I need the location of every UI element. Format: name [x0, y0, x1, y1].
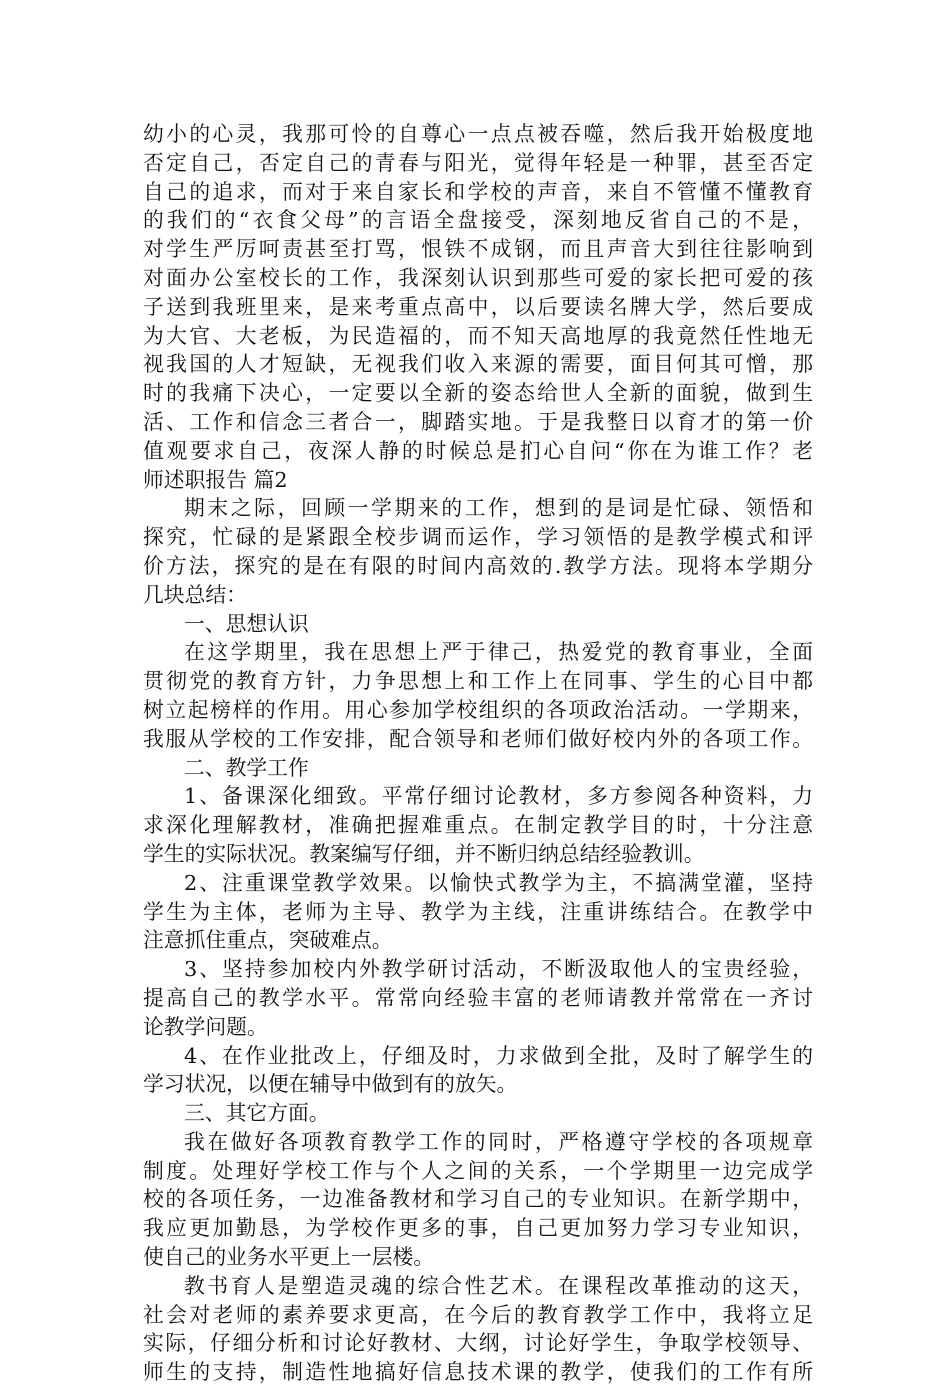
text-line: 学习状况，以便在辅导中做到有的放矢。 — [143, 1072, 518, 1097]
text-line: 几块总结： — [143, 582, 247, 607]
text-line: 一、思想认识 — [184, 611, 309, 636]
text-line: 求深化理解教材，准确把握难重点。在制定教学目的时，十分注意 — [143, 813, 813, 838]
text-line: 期末之际，回顾一学期来的工作，想到的是词是忙碌、领悟和 — [184, 496, 813, 521]
text-line: 我服从学校的工作安排，配合领导和老师们做好校内外的各项工作。 — [143, 726, 813, 751]
text-line: 否定自己，否定自己的青春与阳光，觉得年轻是一种罪，甚至否定 — [143, 150, 813, 175]
text-line: 教书育人是塑造灵魂的综合性艺术。在课程改革推动的这天， — [184, 1273, 813, 1298]
text-line: 幼小的心灵，我那可怜的自尊心一点点被吞噬，然后我开始极度地 — [143, 122, 813, 146]
document-body — [143, 120, 813, 1387]
text-line: 贯彻党的教育方针，力争思想上和工作上在同事、学生的心目中都 — [143, 669, 813, 694]
text-line: 实际，仔细分析和讨论好教材、大纲，讨论好学生，争取学校领导、 — [143, 1331, 813, 1356]
text-line: 价方法，探究的是在有限的时间内高效的.教学方法。现将本学期分 — [143, 553, 813, 578]
text-line: 对学生严厉呵责甚至打骂，恨铁不成钢，而且声音大到往往影响到 — [143, 237, 813, 262]
text-line: 二、教学工作 — [184, 755, 309, 780]
text-line: 探究，忙碌的是紧跟全校步调而运作，学习领悟的是教学模式和评 — [143, 525, 813, 550]
text-line: 时的我痛下决心，一定要以全新的姿态给世人全新的面貌，做到生 — [143, 381, 813, 406]
text-line: 树立起榜样的作用。用心参加学校组织的各项政治活动。一学期来， — [143, 697, 813, 722]
text-line: 为大官、大老板，为民造福的，而不知天高地厚的我竟然任性地无 — [143, 323, 813, 348]
text-line: 4、在作业批改上，仔细及时，力求做到全批，及时了解学生的 — [184, 1043, 813, 1068]
text-line: 制度。处理好学校工作与个人之间的关系，一个学期里一边完成学 — [143, 1158, 813, 1183]
text-line: 1、备课深化细致。平常仔细讨论教材，多方参阅各种资料，力 — [184, 784, 813, 809]
text-line: 三、其它方面。 — [184, 1101, 330, 1126]
text-line: 师生的支持，制造性地搞好信息技术课的教学，使我们的工作有所 — [143, 1360, 813, 1385]
text-line: 值观要求自己，夜深人静的时候总是扪心自问“你在为谁工作？老 — [143, 438, 813, 463]
text-line: 2、注重课堂教学效果。以愉快式教学为主，不搞满堂灌，坚持 — [184, 870, 813, 895]
text-line: 我在做好各项教育教学工作的同时，严格遵守学校的各项规章 — [184, 1129, 813, 1154]
text-line: 师述职报告 篇2 — [143, 467, 288, 492]
text-line: 我应更加勤恳，为学校作更多的事，自己更加努力学习专业知识， — [143, 1216, 813, 1241]
text-line: 学生的实际状况。教案编写仔细，并不断归纳总结经验教训。 — [143, 841, 705, 866]
text-line: 视我国的人才短缺，无视我们收入来源的需要，面目何其可憎，那 — [143, 352, 813, 377]
text-line: 自己的追求，而对于来自家长和学校的声音，来自不管懂不懂教育 — [143, 179, 813, 204]
text-line: 注意抓住重点，突破难点。 — [143, 928, 393, 953]
text-line: 在这学期里，我在思想上严于律己，热爱党的教育事业，全面 — [184, 640, 813, 665]
text-line: 的我们的“衣食父母”的言语全盘接受，深刻地反省自己的不是， — [143, 208, 813, 233]
text-line: 学生为主体，老师为主导、教学为主线，注重讲练结合。在教学中 — [143, 899, 813, 924]
text-line: 3、坚持参加校内外教学研讨活动，不断汲取他人的宝贵经验， — [184, 957, 813, 982]
text-line: 活、工作和信念三者合一，脚踏实地。于是我整日以育才的第一价 — [143, 409, 813, 434]
text-line: 社会对老师的素养要求更高，在今后的教育教学工作中，我将立足 — [143, 1302, 813, 1327]
text-line: 使自己的业务水平更上一层楼。 — [143, 1245, 435, 1270]
text-line: 对面办公室校长的工作，我深刻认识到那些可爱的家长把可爱的孩 — [143, 265, 813, 290]
text-line: 校的各项任务，一边准备教材和学习自己的专业知识。在新学期中， — [143, 1187, 813, 1212]
text-line: 子送到我班里来，是来考重点高中，以后要读名牌大学，然后要成 — [143, 294, 813, 319]
text-line: 论教学问题。 — [143, 1014, 268, 1039]
text-line: 提高自己的教学水平。常常向经验丰富的老师请教并常常在一齐讨 — [143, 985, 813, 1010]
